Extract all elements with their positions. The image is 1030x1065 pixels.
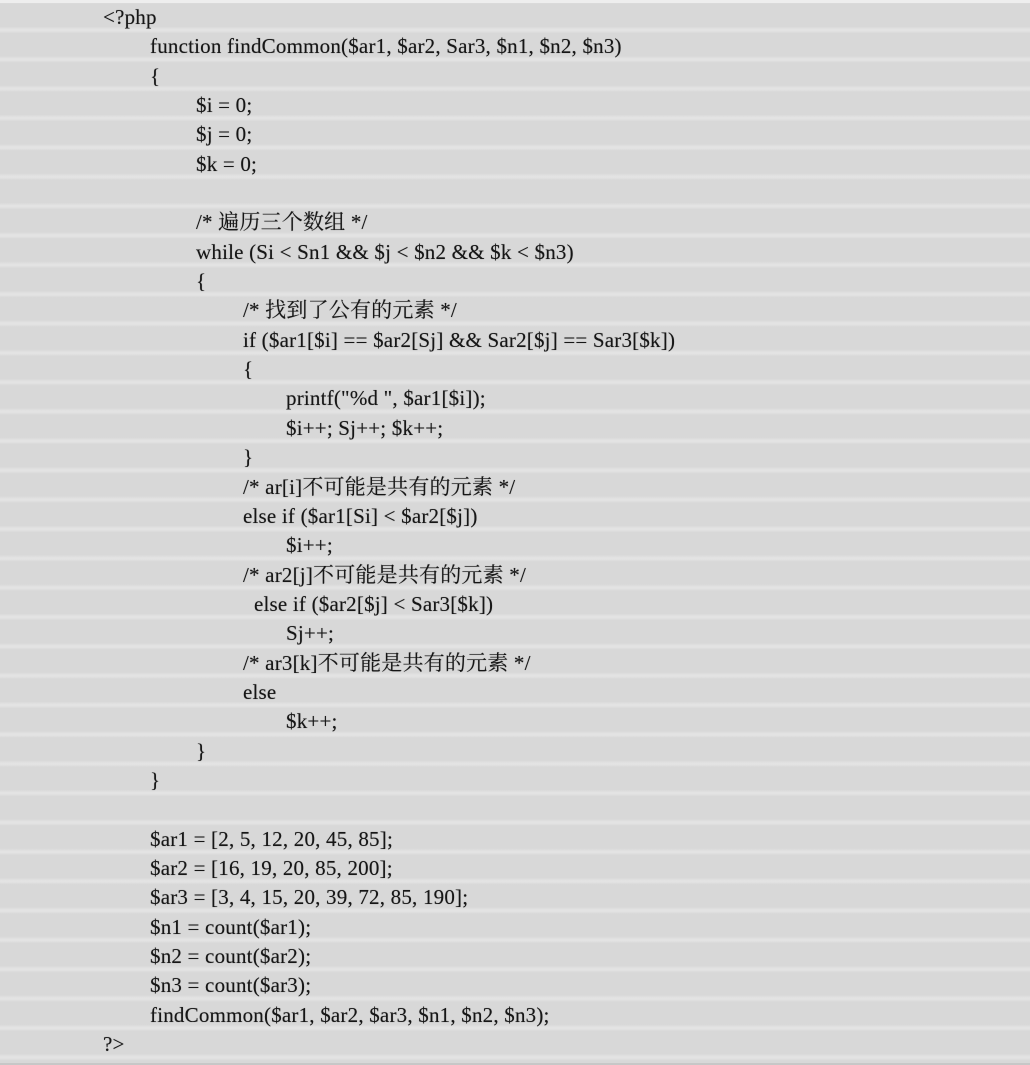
code-line: /* ar3[k]不可能是共有的元素 */ bbox=[243, 650, 531, 675]
code-line: $n3 = count($ar3); bbox=[150, 973, 312, 998]
code-line: /* 找到了公有的元素 */ bbox=[243, 298, 457, 323]
code-line: { bbox=[243, 357, 254, 382]
code-line: $j = 0; bbox=[196, 122, 253, 147]
code-line: { bbox=[150, 63, 161, 88]
code-line: if ($ar1[$i] == $ar2[Sj] && Sar2[$j] == Sar3[$k]) bbox=[243, 327, 676, 352]
code-line bbox=[0, 795, 1030, 824]
code-line: findCommon($ar1, $ar2, $ar3, $n1, $n2, $n3); bbox=[150, 1002, 550, 1027]
code-line: printf("%d ", $ar1[$i]); bbox=[286, 386, 486, 411]
code-line: /* ar2[j]不可能是共有的元素 */ bbox=[243, 562, 527, 587]
code-line: function findCommon($ar1, $ar2, Sar3, $n1, $n2, $n3) bbox=[150, 34, 622, 59]
code-line: /* 遍历三个数组 */ bbox=[196, 210, 368, 235]
code-line: $ar3 = [3, 4, 15, 20, 39, 72, 85, 190]; bbox=[150, 885, 469, 910]
code-line: } bbox=[196, 738, 207, 763]
code-line: } bbox=[243, 445, 254, 470]
code-line: else if ($ar2[$j] < Sar3[$k]) bbox=[254, 591, 494, 616]
code-line: $i++; bbox=[286, 533, 333, 558]
code-line: while (Si < Sn1 && $j < $n2 && $k < $n3) bbox=[196, 239, 574, 264]
code-line: $n1 = count($ar1); bbox=[150, 914, 312, 939]
code-line: $i++; Sj++; $k++; bbox=[286, 415, 444, 440]
code-line: $i = 0; bbox=[196, 93, 253, 118]
code-line bbox=[0, 179, 1030, 208]
code-line: $k++; bbox=[286, 709, 338, 734]
code-line: $ar1 = [2, 5, 12, 20, 45, 85]; bbox=[150, 826, 393, 851]
code-line: $n2 = count($ar2); bbox=[150, 944, 312, 968]
code-line: ?> bbox=[103, 1032, 125, 1057]
code-line: /* ar[i]不可能是共有的元素 */ bbox=[243, 474, 516, 499]
code-line: else if ($ar1[Si] < $ar2[$j]) bbox=[243, 503, 478, 528]
code-line: Sj++; bbox=[286, 621, 335, 646]
code-line: $k = 0; bbox=[196, 151, 258, 176]
code-line: } bbox=[150, 767, 161, 792]
code-line: $ar2 = [16, 19, 20, 85, 200]; bbox=[150, 855, 393, 880]
code-line: <?php bbox=[103, 5, 157, 29]
code-line: else bbox=[243, 679, 277, 704]
code-line: { bbox=[196, 269, 207, 294]
